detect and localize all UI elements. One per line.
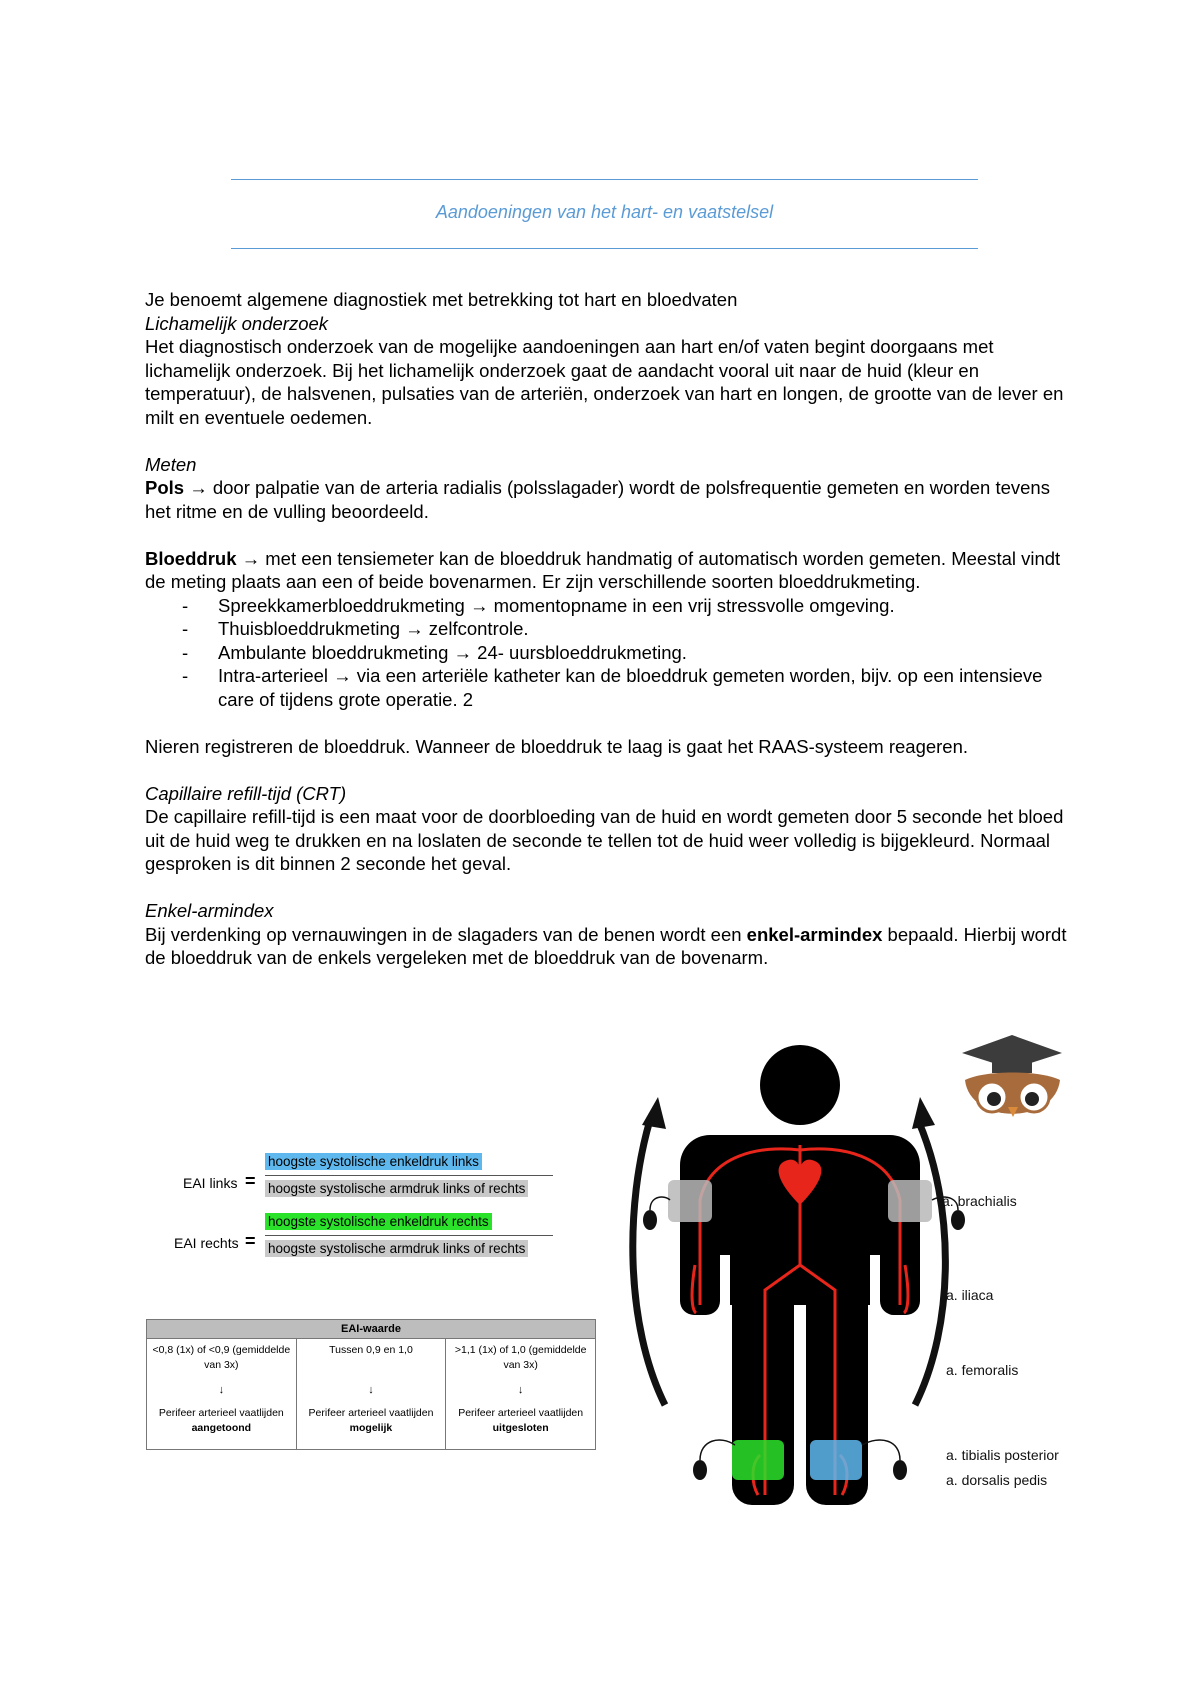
- formula-denominator-rechts: hoogste systolische armdruk links of rechts: [265, 1240, 528, 1257]
- heading-crt: Capillaire refill-tijd (CRT): [145, 782, 347, 804]
- paragraph-lichamelijk: Het diagnostisch onderzoek van de mogelijke aandoeningen aan hart en/of vaten begint doorgaans met lichamelijk onderzoek. Bij het lichamelijk onderzoek gaat de aandacht vooral uit naar de huid (kleur en temperatuur), de halsvenen, pulsaties van de arteriën, onderzoek van hart en longen, de grootte van de lever en milt en eventuele oedemen.: [145, 336, 1064, 428]
- paragraph-crt: De capillaire refill-tijd is een maat voor de doorbloeding van de huid en wordt gemeten door 5 seconde het bloed uit de huid weg te drukken en na loslaten de seconde te tellen tot de huid weer volledig is bijgekleurd. Normaal gesproken is dit binnen 2 seconde het geval.: [145, 806, 1064, 874]
- header-rule-bottom: [231, 248, 978, 249]
- arrow-icon: →: [453, 641, 473, 663]
- cell-result: Perifeer arterieel vaatlijden: [458, 1407, 584, 1419]
- cell-verdict: aangetoond: [191, 1422, 252, 1434]
- list-term: Ambulante bloeddrukmeting: [218, 641, 449, 663]
- eai-table: [146, 1319, 596, 1450]
- list-term: Thuisbloeddrukmeting: [218, 618, 401, 639]
- eai-formula: [160, 1150, 560, 1270]
- dash-marker: -: [182, 594, 189, 616]
- label-a-femoralis: a. femoralis: [946, 1362, 1019, 1378]
- list-item: [145, 664, 1075, 711]
- eai-text-before: Bij verdenking op vernauwingen in de slagaders van de benen wordt een: [145, 923, 747, 945]
- table-cell: [147, 1339, 297, 1450]
- left-ankle-cuff: [732, 1440, 784, 1480]
- list-term: Spreekkamerbloeddrukmeting: [218, 594, 465, 616]
- pols-label: Pols: [145, 477, 185, 498]
- label-a-iliaca: a. iliaca: [946, 1287, 994, 1303]
- right-arrow-head-icon: [912, 1097, 935, 1129]
- list-desc: momentopname in een vrij stressvolle omgeving.: [488, 594, 895, 616]
- cell-verdict: mogelijk: [349, 1422, 393, 1434]
- dash-marker: -: [182, 665, 189, 686]
- equals-sign: =: [245, 1231, 256, 1251]
- left-arrow-head-icon: [642, 1097, 666, 1129]
- eai-text-bold: enkel-armindex: [746, 923, 883, 945]
- document-body: [145, 288, 1075, 970]
- fraction-line: [265, 1235, 553, 1236]
- label-a-tibialis-posterior: a. tibialis posterior: [946, 1447, 1059, 1463]
- cell-value: <0,8 (1x) of <0,9 (gemiddelde van 3x): [152, 1344, 291, 1371]
- list-item: [145, 617, 1075, 641]
- down-arrow-icon: ↓: [218, 1384, 225, 1396]
- intro-line: Je benoemt algemene diagnostiek met betrekking tot hart en bloedvaten: [145, 289, 738, 310]
- paragraph-nieren: Nieren registreren de bloeddruk. Wanneer de bloeddruk te laag is gaat het RAAS-systeem reageren.: [145, 735, 969, 757]
- equals-sign: =: [245, 1171, 256, 1191]
- page-header-title: Aandoeningen van het hart- en vaatstelsel: [435, 202, 774, 222]
- label-a-brachialis: a. brachialis: [942, 1193, 1017, 1209]
- table-row: [147, 1339, 596, 1450]
- right-ankle-cuff: [810, 1440, 862, 1480]
- heading-enkel-armindex: Enkel-armindex: [145, 900, 274, 921]
- list-term: Intra-arterieel: [218, 665, 329, 686]
- formula-rechts: [160, 1210, 560, 1268]
- label-a-dorsalis-pedis: a. dorsalis pedis: [946, 1472, 1048, 1488]
- dash-marker: -: [182, 618, 189, 639]
- heading-lichamelijk-onderzoek: Lichamelijk onderzoek: [145, 312, 329, 334]
- arrow-icon: →: [333, 665, 352, 686]
- heading-meten: Meten: [145, 453, 197, 475]
- arrow-icon: →: [189, 477, 208, 498]
- left-arm-cuff: [668, 1180, 712, 1222]
- arrow-icon: →: [241, 547, 261, 569]
- head-shape: [760, 1045, 840, 1125]
- table-header: EAI-waarde: [147, 1320, 596, 1339]
- list-desc: via een arteriële katheter kan de bloeddruk gemeten worden, bijv. op een intensieve care of tijdens grote operatie. 2: [218, 665, 1043, 710]
- list-desc: zelfcontrole.: [423, 618, 529, 639]
- formula-denominator-links: hoogste systolische armdruk links of rechts: [265, 1180, 528, 1197]
- formula-links: [160, 1150, 560, 1208]
- formula-label-rechts: EAI rechts: [174, 1235, 239, 1251]
- cell-result: Perifeer arterieel vaatlijden: [158, 1407, 284, 1419]
- body-artery-figure: [620, 1025, 1090, 1525]
- formula-numerator-rechts: hoogste systolische enkeldruk rechts: [265, 1213, 492, 1230]
- pols-text: door palpatie van de arteria radialis (polsslagader) wordt de polsfrequentie gemeten en worden tevens het ritme en de vulling beoordeeld.: [145, 477, 1050, 522]
- fraction-line: [265, 1175, 553, 1176]
- arrow-icon: →: [405, 618, 424, 639]
- bloeddruk-label: Bloeddruk: [145, 547, 237, 569]
- cell-result: Perifeer arterieel vaatlijden: [308, 1407, 434, 1419]
- paragraph-pols: [145, 476, 1075, 523]
- down-arrow-icon: ↓: [368, 1384, 374, 1396]
- paragraph-bloeddruk: [145, 547, 1075, 594]
- cell-value: Tussen 0,9 en 1,0: [329, 1344, 413, 1356]
- list-item: [145, 641, 1075, 665]
- eai-text-after: bepaald. Hierbij wordt de bloeddruk van de enkels vergeleken met de bloeddruk van de bovenarm.: [145, 923, 1067, 968]
- bloeddruk-text: met een tensiemeter kan de bloeddruk handmatig of automatisch worden gemeten. Meestal vindt de meting plaats aan een of beide bovenarmen. Er zijn verschillende soorten bloeddrukmeting.: [145, 547, 1061, 592]
- down-arrow-icon: ↓: [517, 1384, 524, 1396]
- left-curved-arrow: [633, 1120, 665, 1405]
- right-arm-cuff: [888, 1180, 932, 1222]
- table-cell: [296, 1339, 446, 1450]
- formula-numerator-links: hoogste systolische enkeldruk links: [265, 1153, 482, 1170]
- dash-marker: -: [182, 641, 189, 663]
- list-desc: 24- uursbloeddrukmeting.: [472, 641, 687, 663]
- bloeddruk-list: [145, 594, 1075, 712]
- cell-verdict: uitgesloten: [492, 1422, 549, 1434]
- header-rule-top: [231, 179, 978, 180]
- cell-value: >1,1 (1x) of 1,0 (gemiddelde van 3x): [454, 1344, 587, 1371]
- formula-label-links: EAI links: [183, 1175, 238, 1191]
- paragraph-enkel-armindex: [145, 923, 1075, 970]
- arrow-icon: →: [469, 594, 489, 616]
- table-cell: [446, 1339, 596, 1450]
- owl-graduate-logo: [962, 1035, 1062, 1117]
- list-item: [145, 594, 1075, 618]
